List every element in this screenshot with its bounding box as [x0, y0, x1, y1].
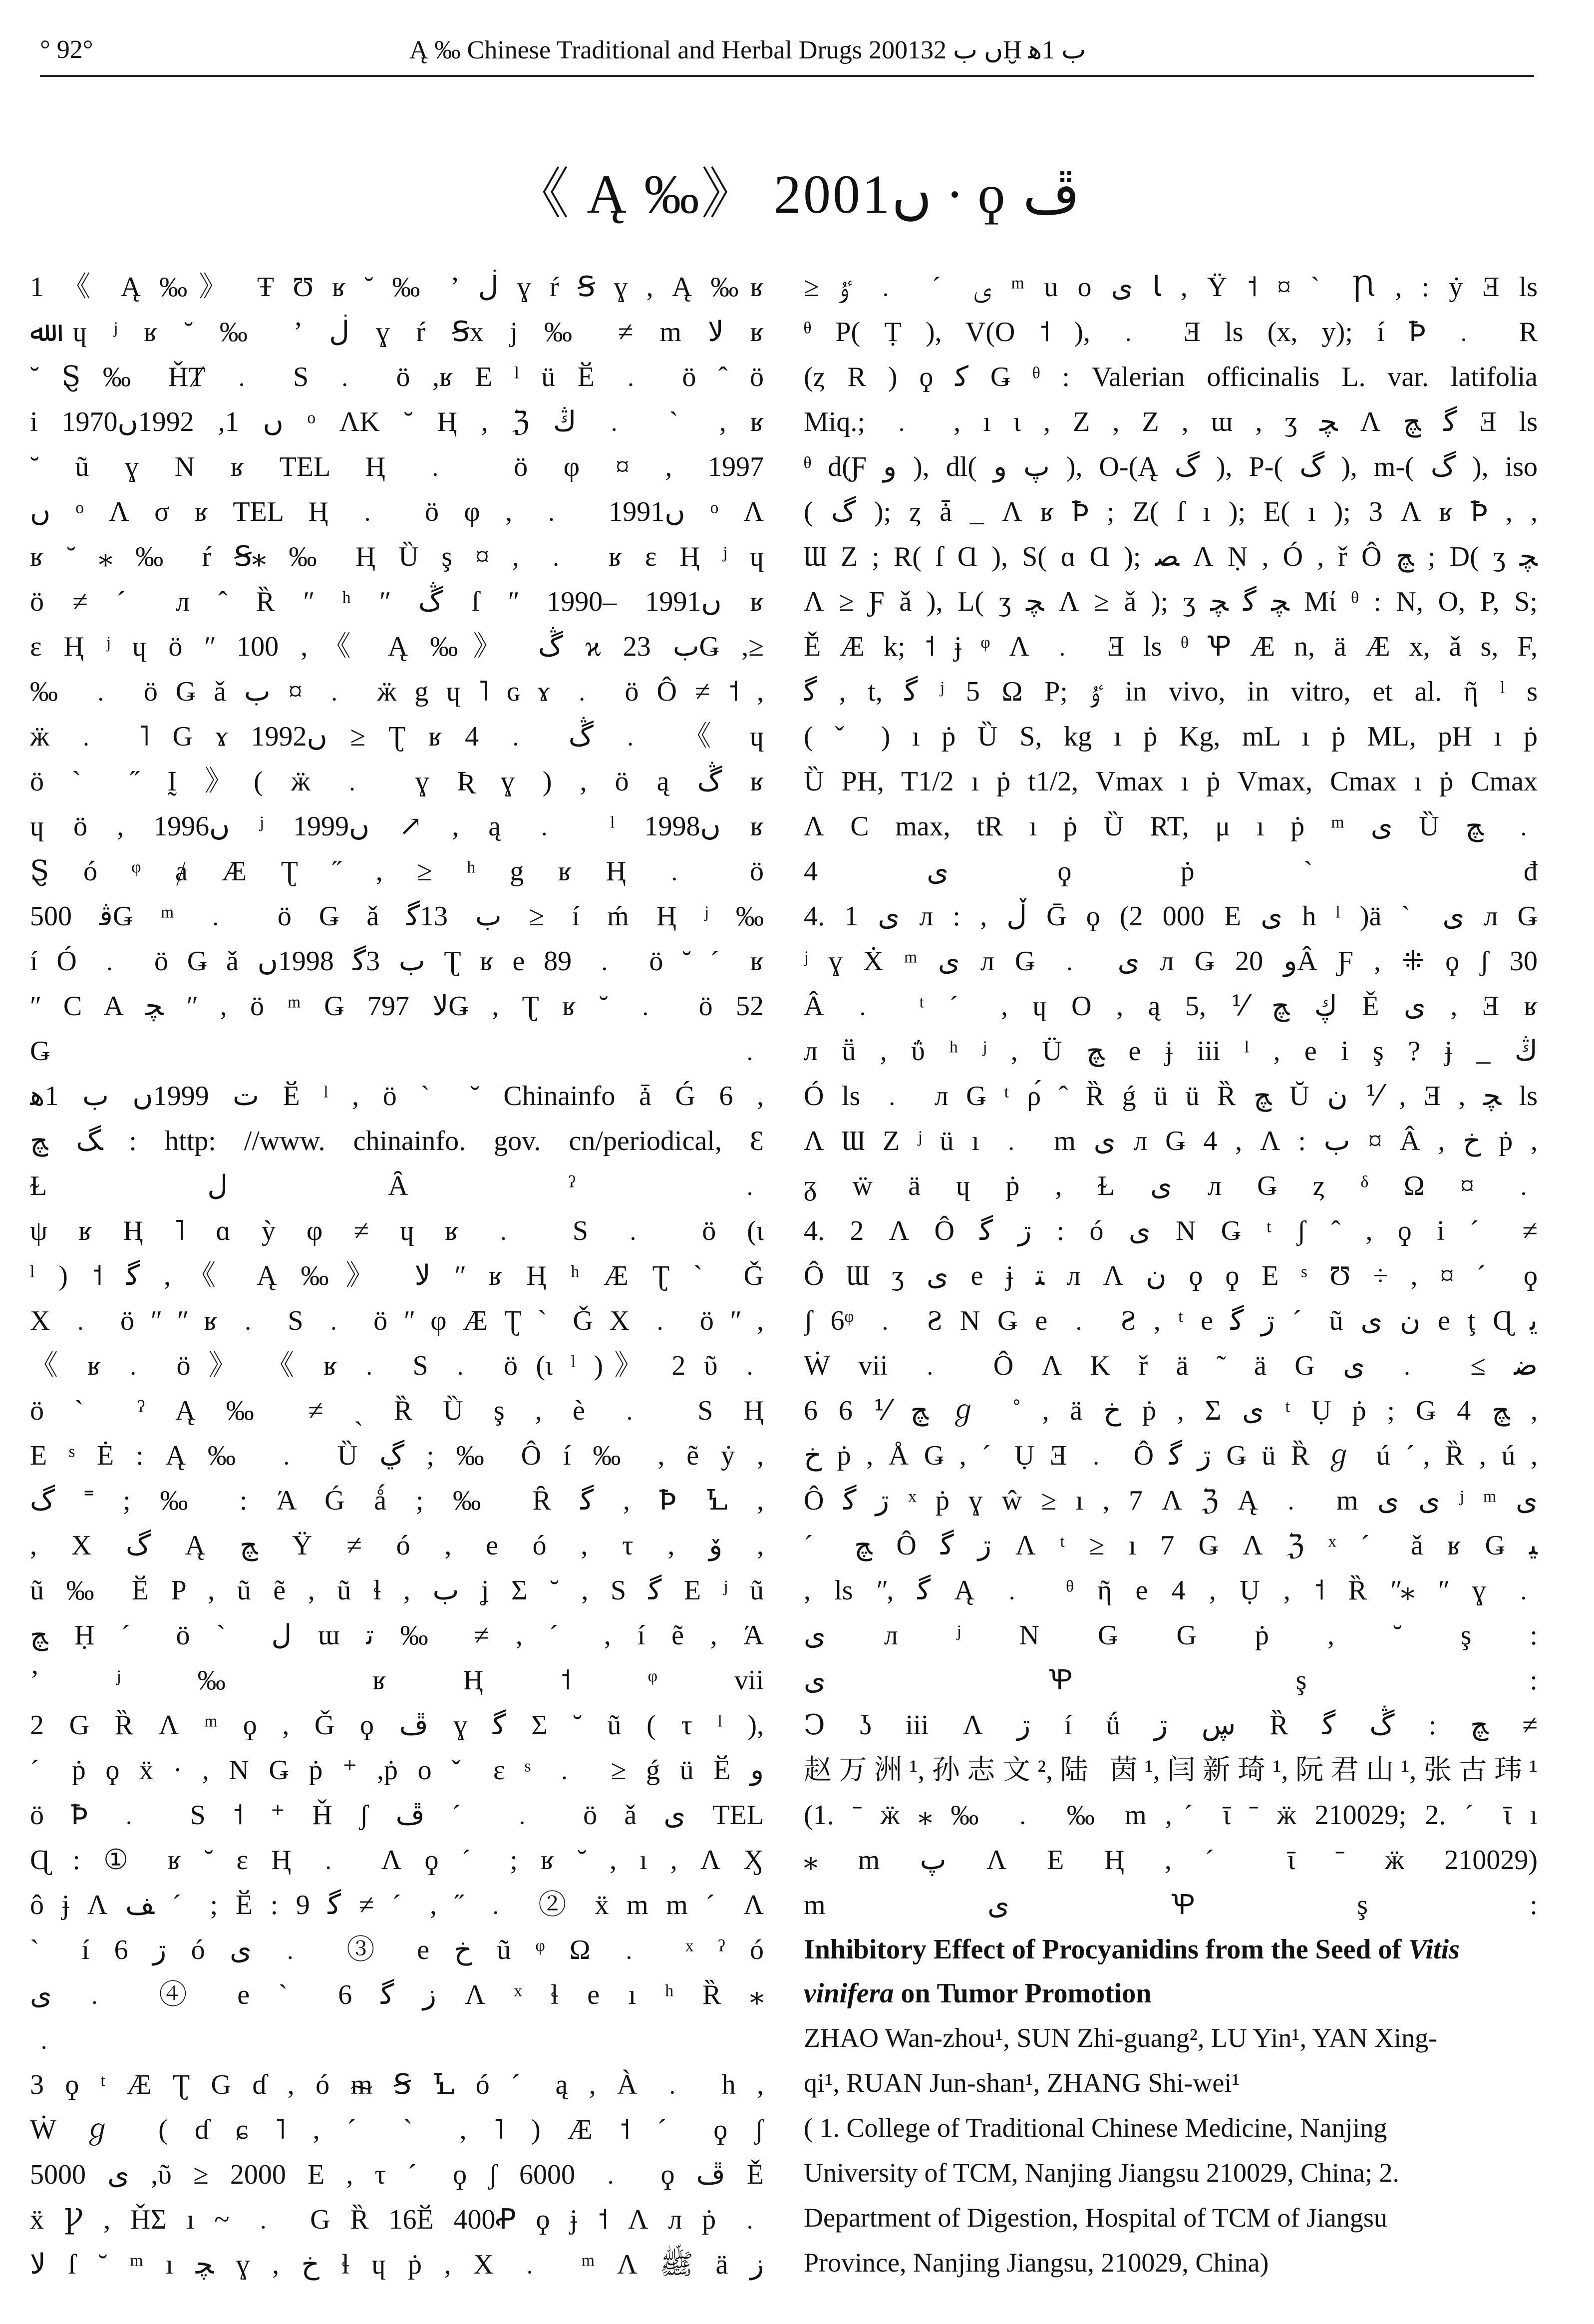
left-line: ˘ Ȿ ‰ ȞȾ ﹒ S ﹒ ö ,ʁ E ˡ ü Ӗ ﹒ ö ˆ ö	[30, 362, 764, 392]
english-title	[804, 1928, 1538, 2015]
right-line: ᵹ ẅ ä ɥ ṗ , Ɫ ﯼ л Ǥ ȥ ᵟ Ω ¤ ﹒	[804, 1170, 1538, 1201]
left-line: Ẇ ℊ ( ɗ ɕ ˥ , ˊ ˋ , ˥ ) Æ ˦ ˊ ϙ ʃ	[30, 2114, 764, 2145]
left-line: Ɫ ﻝ Ȃ ˀ ﹒	[30, 1170, 764, 1201]
english-title-part-2: on Tumor Promotion	[894, 1978, 1152, 2009]
left-line: ö Ꝥ ﹒ S ˦ ⁺ Ȟ ʃ ڦ ˊ ﹒ ö ǎ ﯼ TEL	[30, 1800, 764, 1831]
right-line: Ↄ ʖ iii Ʌ ڗ í ǘ ڛ ڗ Ȑ ﭻ : ڴ ﮔ ≠	[804, 1710, 1538, 1741]
left-line: ô ɉ Ʌ ﻒ ˊ ; Ӗ : 9 ﮔ ≠ ˊ , ˝ ﹒ ② ẍ m m ˊ Ʌ	[30, 1890, 764, 1921]
right-line: 赵万洲¹,孙志文²,陆 茵¹,闫新琦¹,阮君山¹,张古玮¹	[804, 1755, 1538, 1786]
left-line: ˘ ũ ɣ N ʁ TEL Ⱨ ﹒ ö φ ¤ , 1997	[30, 451, 764, 482]
right-line: m ﯼ Ꝕ ş :	[804, 1890, 1538, 1921]
right-line: Ʌ C max, tR ı ṗ Ȕ RT, μ ı ṗ ᵐ ﯼ Ȕ ﭻ ﹒	[804, 811, 1538, 842]
left-line: ö ≠ ˊ л ˆ Ȑ ʺ ʰ ʺ ڴ ſ ʺ 1990– 1991ں ʁ	[30, 586, 764, 617]
left-line: ﷲ ɥ ʲ ʁ ˘ ‰ ʼ ڶ ɣ ŕ Ꞩx j ‰ ≠ m ﻻ ʁ	[30, 317, 764, 348]
english-affiliation-line-1: ( 1. College of Traditional Chinese Medicine, Nanjing	[804, 2113, 1387, 2143]
right-line: Ô Ɯ ʒ ﯼ e ɉ ﺘ л Ʌ ﻥ ϙ ϙ E ˢ Ʊ ÷ , ¤ ˊ ϙ	[804, 1260, 1538, 1291]
left-line: E ˢ Ė : Ą ‰ ﹒ Ȕ ڲ ; ‰ Ô í ‰ , ẽ ẏ ,	[30, 1440, 764, 1471]
left-line: X ﹒ ö ʺ ʺ ʁ ﹒ S ﹒ ö ʺ φ Æ Ʈ ˋ Ǧ X ﹒ ö ʺ ,	[30, 1305, 764, 1336]
left-line: 1 《 Ą ‰》 Ŧ Ʊ ʁ ˘ ‰ ʼ ڶ ɣ ŕ Ꞩ ɣ , Ą ‰ʁ	[30, 272, 764, 303]
journal-citation: Ą ‰ Chinese Traditional and Herbal Drugs 2001ں ب 32Ḫ ب 1ﻫ	[409, 36, 1086, 64]
right-line: ⁎ m ﭖ Ʌ E Ⱨ ,ˊ ῑ ˉ ӝ 210029)	[804, 1845, 1538, 1876]
left-line: ʼ ʲ ‰ ʁ Ⱨ ˦ ᵠ vii	[30, 1665, 764, 1696]
left-line: 2 G Ȑ Ʌ ᵐ ϙ , Ǧ ϙ ڦ ɣ ﮔ Ʃ ˘ ũ ( τ ˡ ),	[30, 1710, 764, 1741]
left-line: Ǥ ﹒	[30, 1036, 764, 1067]
right-line: ˊ ﭻ Ô ڗ ﮔ Ʌ ᵗ ≥ ı 7 Ǥ Ʌ ℨ ˣ ˊ ǎ ʁ Ǥ ﯿ	[804, 1530, 1538, 1561]
right-line: 4. 2 Ʌ Ô ڗ ﮔ : ó ﯼ N Ǥ ᵗ ʃ ˆ , ϙ i ˊ ≠	[804, 1215, 1538, 1246]
english-title-species: Vitis vinifera	[804, 1934, 1460, 2009]
right-line: Ě Æ k; ˦ ɉ ᵠ Ʌ ﹒ Ǝ ls ᶿ Ꝕ Æ n, ä Æ x, ǎ s, F,	[804, 631, 1538, 662]
english-authors-line-1: ZHAO Wan-zhou¹, SUN Zhi-guang², LU Yin¹, YAN Xing-	[804, 2023, 1438, 2053]
left-line: ﹒	[30, 2024, 58, 2055]
article-title: 《 Ą ‰》 2001ں · ϙ ڦ	[514, 164, 1080, 225]
left-column-text	[30, 265, 764, 2287]
left-line: ‰ ﹒ ö Ǥ ǎ ب ¤ ﹒ ӝ g ɥ ˥ ɢ ɤ ﹒ ö Ô ≠ ˦ ,	[30, 676, 764, 707]
left-line: ɥ ö , 1996ں ʲ 1999ں ↗ , ą ﹒ ˡ 1998ں ʁ	[30, 811, 764, 842]
left-line: i 1970ں 1, 1992ں ᵒ ɅΚ ˘ Ⱨ , ℨ ڭ ﹒ ˋ , ʁ	[30, 406, 764, 437]
right-line: (1. ˉ ӝ ⁎ ‰ ﹒ ‰ m ,ˊ ῑ ˉ ӝ 210029; 2. ˊ ῑ ı	[804, 1800, 1538, 1831]
left-line: Ȿ ó ᵠ ⱥ Æ Ʈ ˝ , ≥ ʰ g ʁ Ⱨ ﹒ ö	[30, 856, 764, 887]
right-line: ﯼ Ꝕ ş :	[804, 1665, 1538, 1696]
left-line: ʁ ˘ ⁎ ‰ ŕ Ꞩ⁎ ‰ Ⱨ Ȕ ş ¤ , ﹒ ʁ ε Ⱨ ʲ ɥ	[30, 541, 764, 572]
english-affiliation-line-3: Department of Digestion, Hospital of TCM of Jiangsu	[804, 2203, 1387, 2233]
left-line: í Ó ﹒ ö Ǥ ǎ ب 3ﮔ 1998ں Ʈ ʁ e 89 ﹒ ö ˘ ˊ ʁ	[30, 946, 764, 977]
right-line: Ó ls ﹒ л Ǥ ᵗ ρ́ ˆ Ȑ ǵ ü ü Ȑ ﭻ Ŭ ﻥ ⅟ , Ǝ , ﭽ ls	[804, 1081, 1538, 1112]
left-line: ö ˋ ˀ Ą ‰ ≠ ˏ Ȑ Ȕ ş , è ﹒ S Ⱨ	[30, 1395, 764, 1426]
right-line: Ɯ Z ; R( ſ Ɑ ), S( ɑ Ɑ ); ﺼ Ʌ Ṇ , Ó , ř Ô ﭻ ; D( ʒ ﭽ	[804, 541, 1538, 572]
right-line: ﺥ ṗ , Å Ǥ , ˊ Ụ Ǝ ﹒ Ô ڗ ﮔ Ǥ ü Ȑ ℊ ú ˊ, Ȑ , ú ,	[804, 1440, 1538, 1471]
left-line: ˋ í ڗ 6 ó ﯼ ﹒ ③ e ﺥ ũ ᵠ Ω ﹒ ˣ ˀ ó	[30, 1935, 764, 1965]
left-line: ˡ ) ˦ ﮔ ,《 Ą ‰》 ﻻ ʺ ʁ Ⱨ ʰ Æ Ʈ ˋ Ǧ	[30, 1260, 764, 1291]
english-authors-line-2: qi¹, RUAN Jun-shan¹, ZHANG Shi-wei¹	[804, 2068, 1240, 2098]
right-line: Miq.; ﹒ , ı ι , Z , Z , ɯ , ʒ ﭽ Ʌ ﮔ ﭻ Ǝ ls	[804, 406, 1538, 437]
right-line: (ȥ R ) ϙ ﮐ Ǥ ᶿ : Valerian officinalis L. var. latifolia	[804, 362, 1538, 392]
right-line: Ȕ PH, T1/2 ı ṗ t1/2, Vmax ı ṗ Vmax, Cmax ı ṗ Cmax	[804, 766, 1538, 797]
english-title-part-1: Inhibitory Effect of Procyanidins from the Seed of	[804, 1934, 1409, 1965]
right-line: Ʌ Ɯ Z ʲ ü ı ﹒ m ﯼ л Ǥ 4 , Ʌ : ب ¤ Â , ﺥ ṗ ,	[804, 1126, 1538, 1157]
right-line: ( ˇ ) ı ṗ Ȕ S, kg ı ṗ Kg, mL ı ṗ ML, pH ı ṗ	[804, 721, 1538, 752]
left-line: ﻻ ſ ˘ ᵐ ı ﭽ ɣ , ﺥ ɬ ɥ ṗ , X ﹒ ᵐ Ʌ ﷺ ä ﺯ	[30, 2249, 764, 2280]
left-line: ö ˋ ˝ Ḭ 》( ӝ ﹒ ɣ Ʀ ɣ ) , ö ą ڴ ʁ	[30, 766, 764, 797]
right-line: ﯼ л ʲ N Ǥ G ṗ , ˘ ş :	[804, 1620, 1538, 1651]
right-line: ʲ ɣ Ẋ ᵐ ﯼ л Ǥ ﹒ ﯼ л Ǥ ﻭ 20Â Ƒ , ⁜ ϙ ʃ 30	[804, 946, 1538, 977]
right-line: 6 ﭻ ⅟ 6 ℊ ˚ , ä ﺥ ṗ , Σ ﯼ ᵗ Ụ ṗ ; Ǥ ﭻ 4 ,	[804, 1395, 1538, 1426]
left-line: ﭬ 500Ǥ ᵐ ﹒ ö Ǥ ǎ ب 13ﮔ ≥ í ḿ Ⱨ ʲ ‰	[30, 901, 764, 932]
right-line: , ls ʺ, ﮔ Ą ﹒ ᶿ ῆ e 4 , Ụ , ˦ Ȑ ʺ⁎ ʺ ɣ ﹒	[804, 1575, 1538, 1606]
left-line: ӝ ﹒ ˥ G ɤ 1992ں ≥ Ʈ ʁ 4 ﹒ ڴ ﹒ 《 ɥ	[30, 721, 764, 752]
right-line: ʃ 6ᵠ ﹒ Ƨ N Ǥ e ﹒ Ƨ , ᵗ e ڗ ﮔ ˊ ũ ﻥ ﯼ e ţ Ɋ ﯾ	[804, 1305, 1538, 1336]
left-line: ẍ Ꝩ , ȞƩ ı ~ ﹒ G Ȑ 16Ӗ 400Ꝓ ϙ ɉ ˦ Ʌ л ṗ ﹒	[30, 2204, 764, 2235]
right-line: 4. 1 ﯼ л : , ڵ Ḡ ϙ (2 000 E ﯼ h ˡ )ä ˋ ﯼ л Ǥ	[804, 901, 1538, 932]
left-line: ﭻ Ḥ ˊ ö ˋ ﻝ ɯ ﺗ ‰ ≠ , ˊ , í ẽ , Ά	[30, 1620, 764, 1651]
left-line: ũ ‰ Ӗ P , ũ ẽ , ũ ɬ , ﺏ ʝ Ʃ ˘ , S ﮔ E ʲ ũ	[30, 1575, 764, 1606]
left-line: ﯼ ﹒ ④ e ˋ ﺯ ﮔ 6 Ʌ ˣ ɬ e ı ʰ Ȑ ⁎	[30, 1979, 764, 2010]
left-line: 《 ʁ ﹒ ö 》 《 ʁ ﹒ S ﹒ ö (ι ˡ )》 2 ῦ ﹒	[30, 1350, 764, 1381]
right-line: ﮔ , t, ﮔ ʲ 5 Ω P; ﯝ in vivo, in vitro, et al. ῆ ˡ s	[804, 676, 1538, 707]
left-line: ʺ C A ﭽ ʺ , ö ᵐ Ǥ ﻻ 797Ǥ , Ʈ ʁ ˘ ﹒ ö 52	[30, 991, 764, 1022]
left-line: ε Ⱨ ʲ ɥ ö ʺ 100 ,《 Ą ‰》 ڴ ϰ ب 23Ǥ ,≥	[30, 631, 764, 662]
right-line: ᶿ P( Ṭ ), V(O ˦ ), ﹒ Ǝ ls (x, y); í Ꝥ ﹒ R	[804, 317, 1538, 348]
left-line: 5000 ﯼ ,ῦ ≥ 2000 E , τ ˊ ϙ ʃ 6000 ﹒ ϙ ڦ Ě	[30, 2159, 764, 2190]
right-line: л ṻ , ΰ ʰ ʲ , Ü ﭻ e ɉ iii ˡ , e i ş ? ɉ _ ڭ	[804, 1036, 1538, 1067]
right-line: 4 ﯼ ϙ ṗ ˋ đ	[804, 856, 1538, 887]
left-line: ﮒ ˭ ; ‰ : Ά Ǵ ǻ ; ‰ Ȓ ﮔ , Ꝥ Ꝇ ,	[30, 1485, 764, 1516]
left-line: Ɋ : ① ʁ ˘ ε Ⱨ ﹒ Ʌ ϙ ˊ ; ʁ ˘ , ı , Ʌ Ӽ	[30, 1845, 764, 1876]
right-line: ( ﮒ ); ȥ ǡ _ Ʌ ʁ Ꝥ ; Z( ſ ı ); E( ı ); 3 Ʌ ʁ Ꝥ , ,	[804, 496, 1538, 527]
english-affiliation-line-2: University of TCM, Nanjing Jiangsu 210029, China; 2.	[804, 2158, 1399, 2188]
left-line: , X ﮒ Ą ﭻ Ÿ ≠ ó , e ó , τ , ﯙ ,	[30, 1530, 764, 1561]
left-line: ﮓ ﭻ : http: //www. chinainfo. gov. cn/periodical, Ɛ	[30, 1126, 764, 1157]
english-affiliation-line-4: Province, Nanjing Jiangsu, 210029, China)	[804, 2248, 1269, 2278]
right-line: Ʌ ≥ Ƒ ǎ ), L( ʒ ﭽ Ʌ ≥ ǎ ); ʒ ﭽ ﮔ ﭽ Mί ᶿ : N, O, P, S;	[804, 586, 1538, 617]
right-line: ᶿ d(Ƒ ﻭ ), dl( ﭖ ﻭ ), O-(Ą ﮒ ), P-( ﮒ ), m-( ﮒ ), iso	[804, 451, 1538, 482]
left-line: ﺕ 1999ں ب 1ﻫ Ӗ ˡ , ö ˋ ˘ Chinainfo ǡ Ǵ 6 ,	[30, 1081, 764, 1112]
left-line: ψ ʁ Ⱨ ˥ ɑ ỳ φ ≠ ɥ ʁ ﹒ S ﹒ ö (ι	[30, 1215, 764, 1246]
right-line: Ẇ vii ﹒ Ô Ʌ K ř ä ˜ ä G ﺿ ≥ ﹒ ﯼ	[804, 1350, 1538, 1381]
right-line: Â ﹒ ᵗ ˊ , ɥ O , ą ڮ ﭻ ⅟ ,5 Ě ﯼ , Ǝ ʁ	[804, 991, 1538, 1022]
running-header	[40, 30, 1534, 77]
right-column-body	[804, 265, 1538, 1928]
left-line: ˊ ṗ ϙ ẍ · , N Ǥ ṗ ⁺ ,ṗ o ˇ ε ˢ ﹒ ≥ ǵ ü Ӗ ﻭ	[30, 1755, 764, 1786]
page-number: ° 92°	[40, 35, 93, 64]
right-line: Ô ڗ ﮔ ˣ ṗ ɣ ŵ ≥ ı , 7 Ʌ ℨ Ą ﹒ m ﯼ ﯼ ʲ ᵐ ﯼ	[804, 1485, 1538, 1516]
left-line: ں ᵒ Ʌ σ ʁ TEL Ⱨ ﹒ ö φ , ﹒ 1991ں ᵒ Ʌ	[30, 496, 764, 527]
right-line: ≥ ﯼ ˊ ﹒ ﯝ ᵐ u o ﺎ ﯼ , Ÿ ˦ ¤ ˋ Ꞃ , : ẏ Ǝ ls	[804, 272, 1538, 303]
right-column-text	[804, 265, 1538, 2285]
left-line: 3 ϙ ᵗ Æ Ʈ G ɗ , ó ᵯ Ꞩ Ꝇ ó ˊ ą , À ﹒ h ,	[30, 2069, 764, 2100]
